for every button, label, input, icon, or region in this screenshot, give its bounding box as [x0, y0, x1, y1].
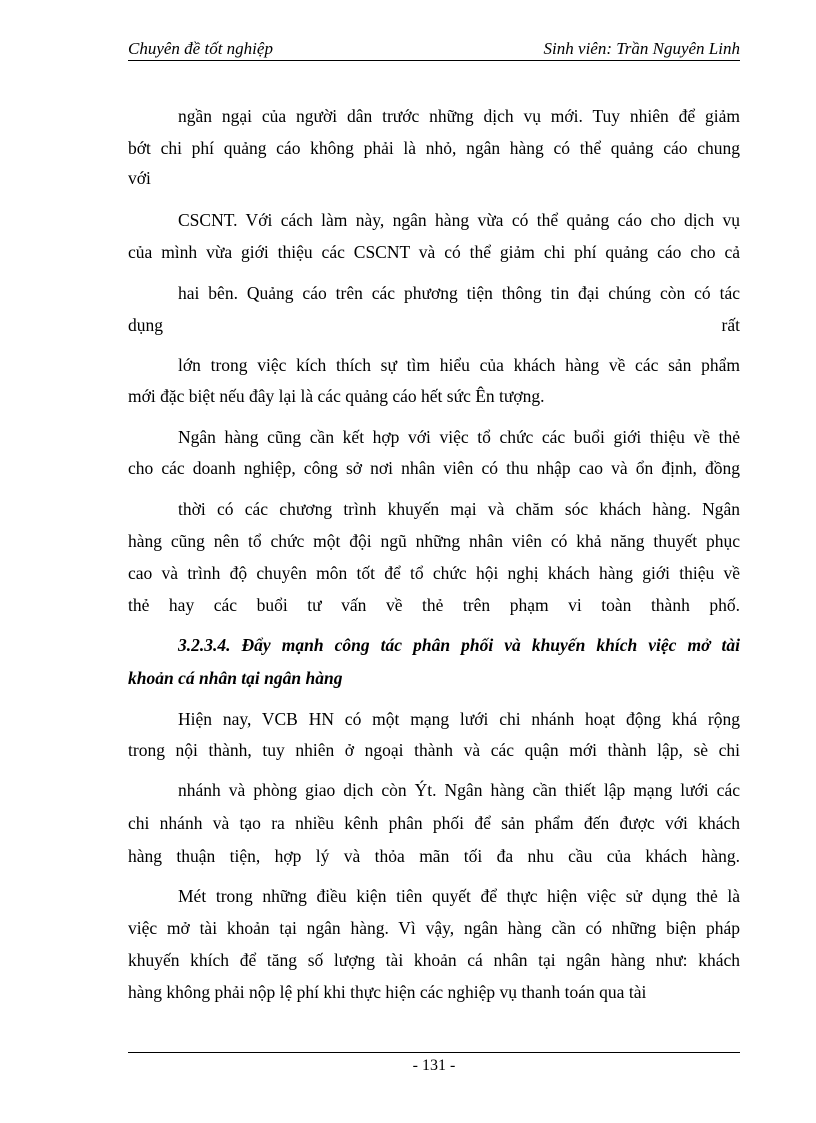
text-line: khuyến khích để tăng số lượng tài khoản cá nhân tại ngân hàng như: khách — [128, 950, 740, 970]
section-heading: khoản cá nhân tại ngân hàng — [128, 668, 343, 688]
text-line: nhánh và phòng giao dịch còn Ýt. Ngân hàng cần thiết lập mạng lưới các — [178, 780, 740, 800]
text-line: hàng thuận tiện, hợp lý và thỏa mãn tối đa nhu cầu của khách hàng. — [128, 846, 740, 866]
text-line: Ngân hàng cũng cần kết hợp với việc tổ chức các buổi giới thiệu về thẻ — [178, 427, 740, 447]
text-line: việc mở tài khoản tại ngân hàng. Vì vậy, ngân hàng cần có những biện pháp — [128, 918, 740, 938]
text-line: cho các doanh nghiệp, công sở nơi nhân viên có thu nhập cao và ổn định, đồng — [128, 458, 740, 478]
text-line: hàng cũng nên tổ chức một đội ngũ những nhân viên có khả năng thuyết phục — [128, 531, 740, 551]
section-heading: 3.2.3.4. Đẩy mạnh công tác phân phối và khuyến khích việc mở tài — [178, 635, 740, 655]
text-line: hai bên. Quảng cáo trên các phương tiện thông tin đại chúng còn có tác — [178, 283, 740, 303]
text-line: thẻ hay các buổi tư vấn về thẻ trên phạm vi toàn thành phố. — [128, 595, 740, 615]
text-line: chi nhánh và tạo ra nhiều kênh phân phối để sản phẩm đến được với khách — [128, 813, 740, 833]
text-line: dụng — [128, 315, 163, 335]
text-line: Hiện nay, VCB HN có một mạng lưới chi nhánh hoạt động khá rộng — [178, 709, 740, 729]
page-header — [128, 38, 740, 61]
text-line: hàng không phải nộp lệ phí khi thực hiện các nghiệp vụ thanh toán qua tài — [128, 982, 647, 1002]
page-footer — [128, 1052, 740, 1074]
text-line: mới đặc biệt nếu đây lại là các quảng cáo hết sức Ên tượng. — [128, 386, 545, 406]
text-line: ngần ngại của người dân trước những dịch vụ mới. Tuy nhiên để giảm — [178, 106, 740, 126]
text-line: rất — [721, 315, 740, 335]
text-line: của mình vừa giới thiệu các CSCNT và có thể giảm chi phí quảng cáo cho cả — [128, 242, 740, 262]
page-number: - 131 - — [412, 1057, 456, 1074]
text-line: bớt chi phí quảng cáo không phải là nhỏ, ngân hàng có thể quảng cáo chung — [128, 138, 740, 158]
text-line: thời có các chương trình khuyến mại và chăm sóc khách hàng. Ngân — [178, 499, 740, 519]
header-title: Chuyên đề tốt nghiệp — [128, 39, 273, 58]
header-author: Sinh viên: Trần Nguyên Linh — [543, 39, 740, 58]
text-line: trong nội thành, tuy nhiên ở ngoại thành và các quận mới thành lập, sè chi — [128, 740, 740, 760]
text-line: CSCNT. Với cách làm này, ngân hàng vừa có thể quảng cáo cho dịch vụ — [178, 210, 740, 230]
text-line: cao và trình độ chuyên môn tốt để tổ chức hội nghị khách hàng giới thiệu về — [128, 563, 740, 583]
text-line: với — [128, 168, 151, 188]
text-line: Mét trong những điều kiện tiên quyết để thực hiện việc sử dụng thẻ là — [178, 886, 740, 906]
text-line: lớn trong việc kích thích sự tìm hiểu của khách hàng về các sản phẩm — [178, 355, 740, 375]
